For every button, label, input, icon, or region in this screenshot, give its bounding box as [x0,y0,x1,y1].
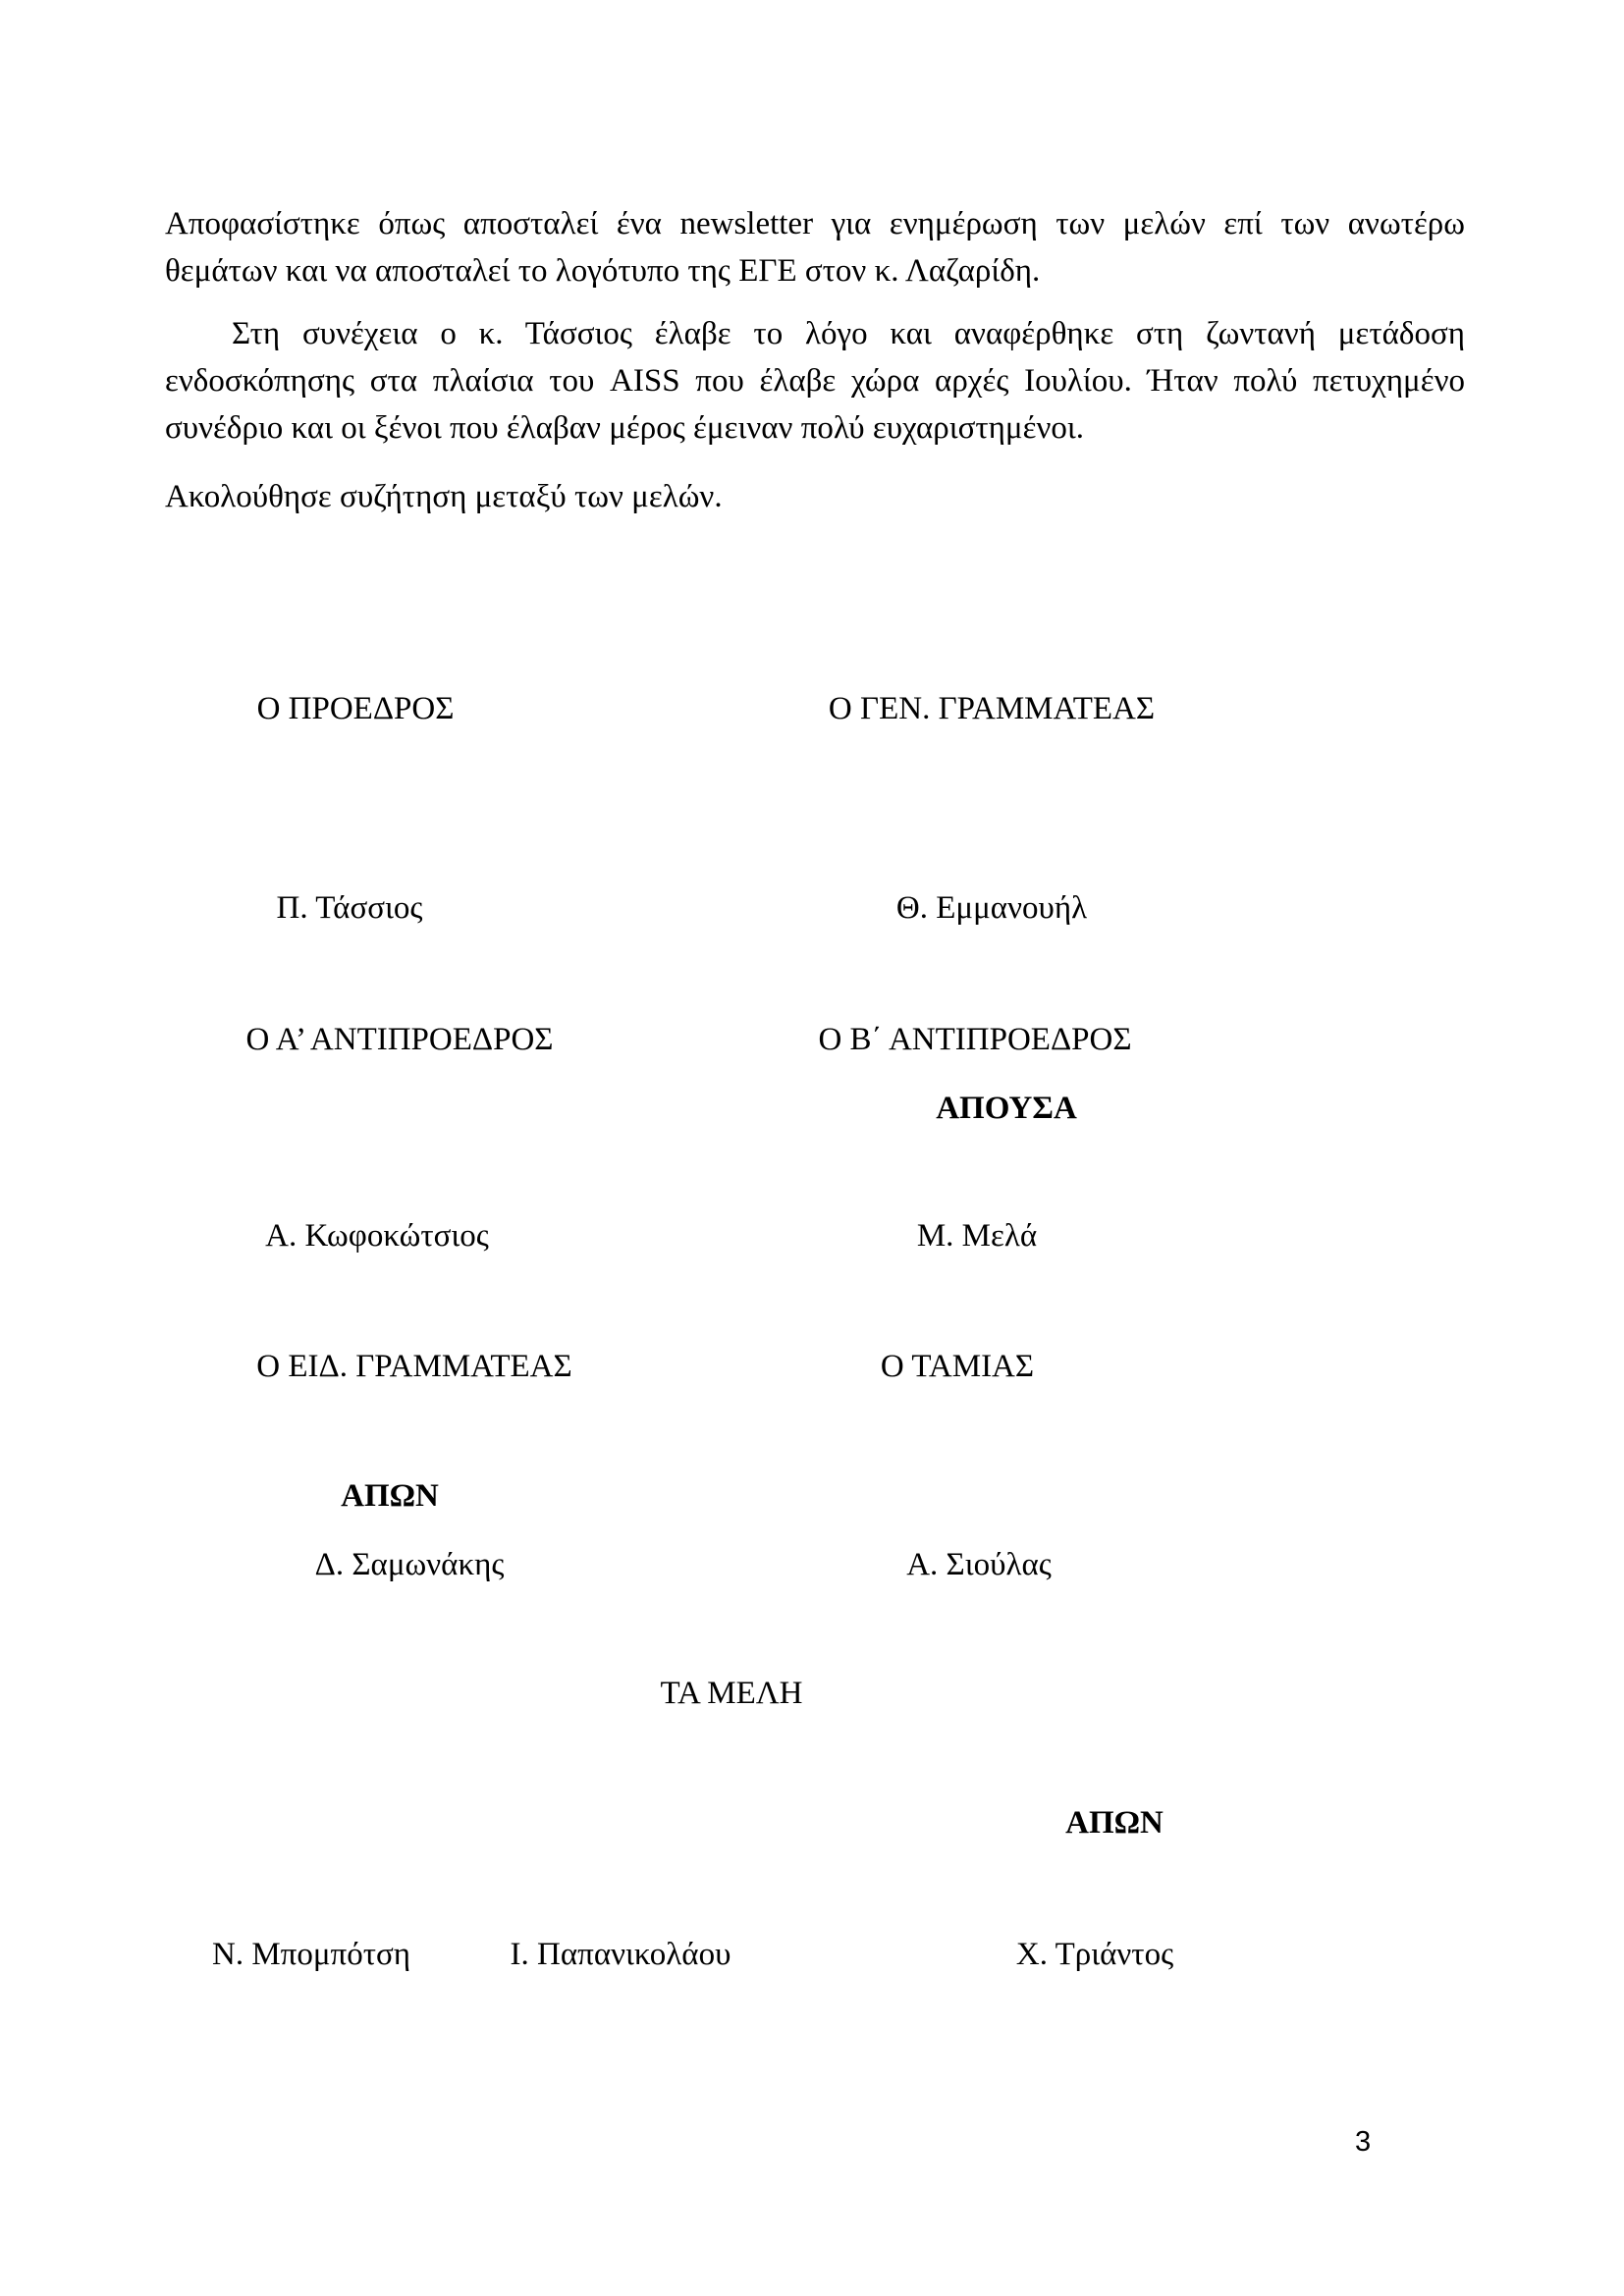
name-member-3: Χ. Τριάντος [1015,1937,1174,1972]
name-general-secretary: Θ. Εμμανουήλ [895,890,1088,926]
title-second-vice-president: Ο Β΄ ΑΝΤΙΠΡΟΕΔΡΟΣ [818,1022,1132,1057]
body-text [165,200,1465,520]
name-member-1: Ν. Μπομπότση [212,1937,410,1972]
title-first-vice-president: Ο Α’ ΑΝΤΙΠΡΟΕΔΡΟΣ [245,1022,554,1057]
paragraph-tassios-aiss: Στη συνέχεια ο κ. Τάσσιος έλαβε το λόγο και αναφέρθηκε στη ζωντανή μετάδοση ενδοσκόπησης στα πλαίσια του AISS που έλαβε χώρα αρχές Ιουλίου. Ήταν πολύ πετυχημένο συνέδριο και οι ξένοι που έλαβαν μέρος έμειναν πολύ ευχαριστημένοι. [165,316,1465,446]
title-president: Ο ΠΡΟΕΔΡΟΣ [256,691,455,726]
name-president: Π. Τάσσιος [276,890,423,926]
status-absent-member: ΑΠΩΝ [1065,1805,1164,1841]
title-members: ΤΑ ΜΕΛΗ [660,1676,803,1711]
name-member-2: Ι. Παπανικολάου [510,1937,731,1972]
page-number: 3 [1355,2126,1372,2158]
name-first-vice-president: Α. Κωφοκώτσιος [265,1218,489,1254]
status-absent-female: ΑΠΟΥΣΑ [936,1091,1077,1126]
title-treasurer: Ο ΤΑΜΙΑΣ [880,1349,1035,1384]
paragraph-newsletter: Αποφασίστηκε όπως αποσταλεί ένα newsletter για ενημέρωση των μελών επί των ανωτέρω θεμάτων και να αποσταλεί το λογότυπο της ΕΓΕ στον κ. Λαζαρίδη. [165,206,1465,289]
name-second-vice-president: Μ. Μελά [916,1218,1038,1254]
name-special-secretary: Δ. Σαμωνάκης [314,1547,505,1582]
title-general-secretary: Ο ΓΕΝ. ΓΡΑΜΜΑΤΕΑΣ [828,691,1156,726]
status-absent-special-secretary: ΑΠΩΝ [341,1478,439,1514]
name-treasurer: Α. Σιούλας [906,1547,1052,1582]
paragraph-discussion: Ακολούθησε συζήτηση μεταξύ των μελών. [165,479,723,514]
title-special-secretary: Ο ΕΙΔ. ΓΡΑΜΜΑΤΕΑΣ [256,1349,572,1384]
